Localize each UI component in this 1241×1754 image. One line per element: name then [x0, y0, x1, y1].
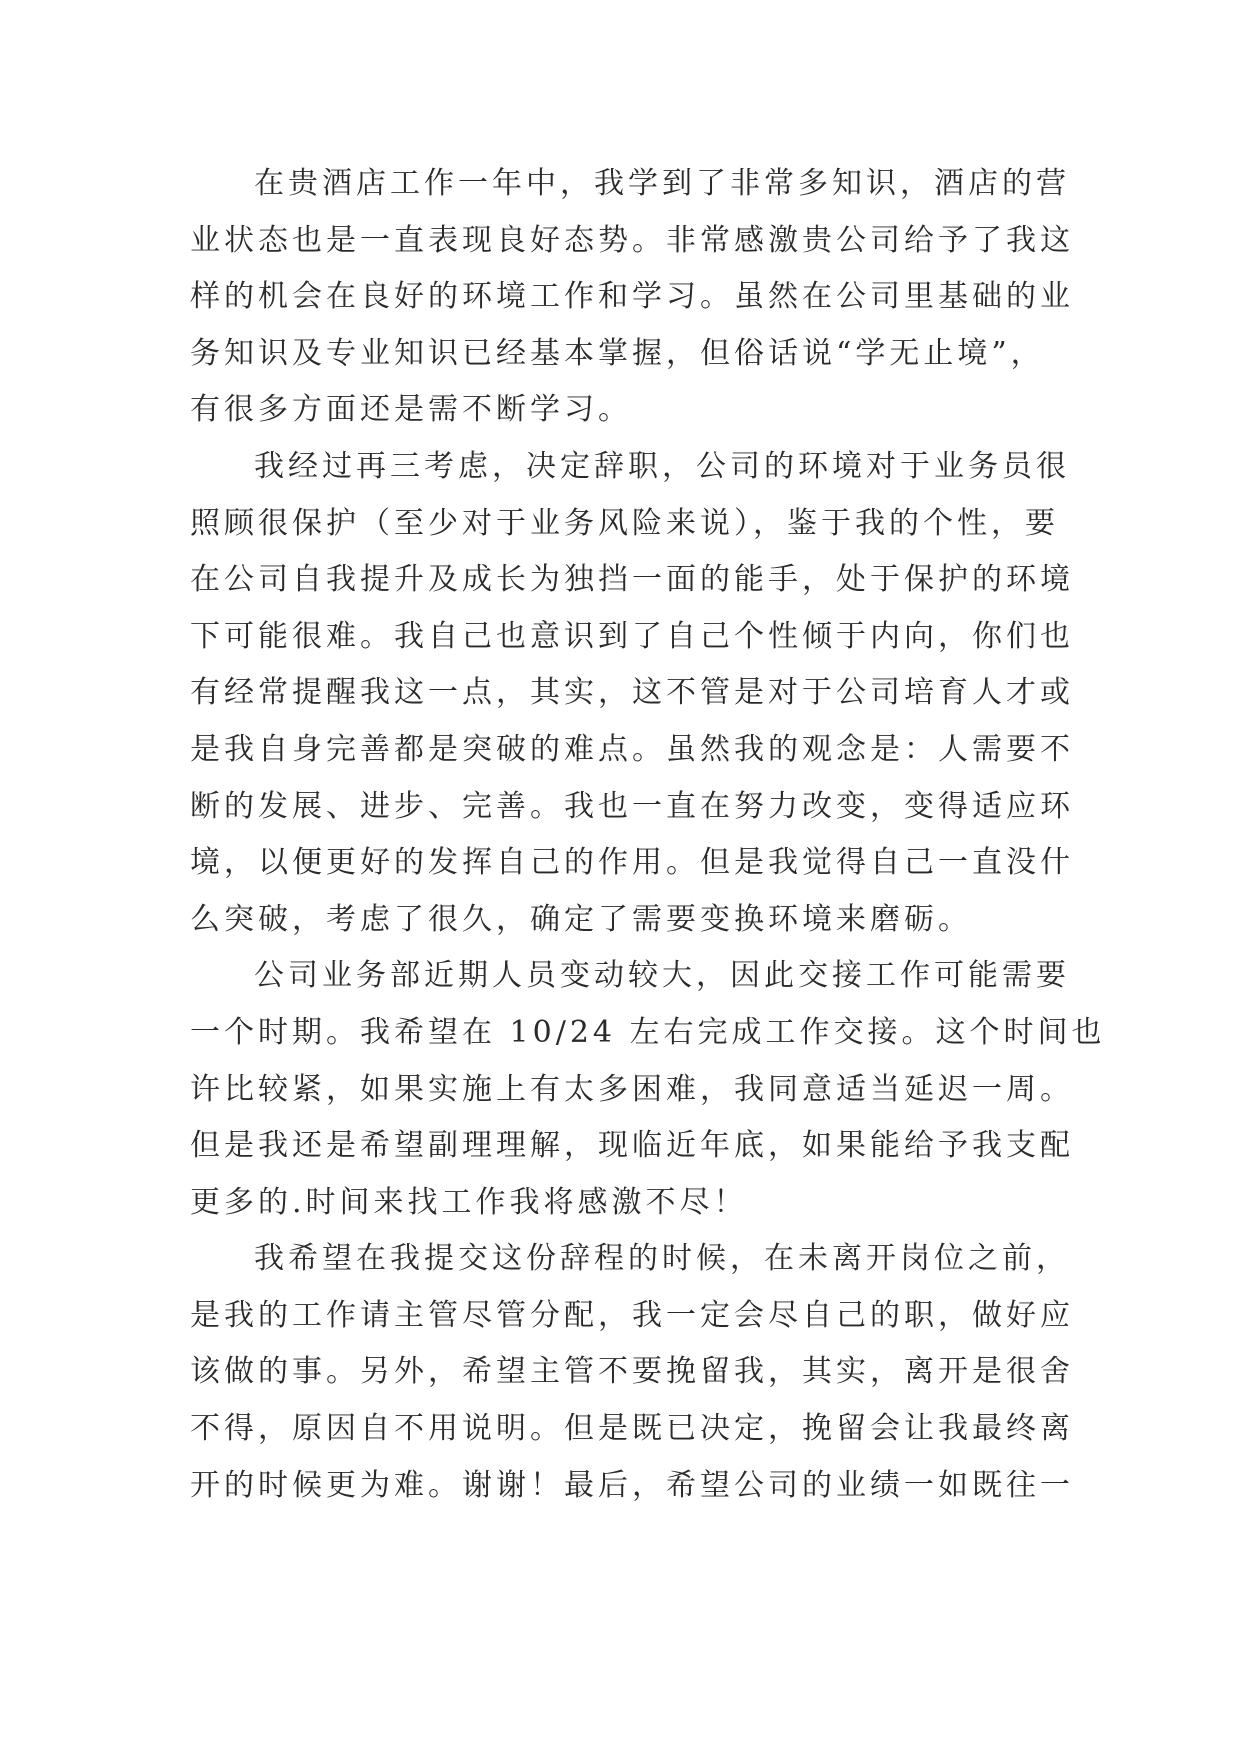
paragraph-first-line: 我经过再三考虑，决定辞职，公司的环境对于业务员很 [254, 448, 1070, 484]
text-line: 么突破，考虑了很久，确定了需要变换环境来磨砺。 [190, 901, 972, 937]
text-line: 有很多方面还是需不断学习。 [190, 392, 632, 428]
text-line: 境，以便更好的发挥自己的作用。但是我觉得自己一直没什 [190, 845, 1074, 881]
text-line: 是我的工作请主管尽管分配，我一定会尽自己的职，做好应 [190, 1297, 1074, 1333]
text-line: 在公司自我提升及成长为独挡一面的能手，处于保护的环境 [190, 562, 1074, 598]
text-line: 更多的.时间来找工作我将感激不尽！ [190, 1184, 748, 1220]
text-line: 该做的事。另外，希望主管不要挽留我，其实，离开是很舍 [190, 1354, 1074, 1390]
text-line: 业状态也是一直表现良好态势。非常感激贵公司给予了我这 [190, 222, 1074, 258]
paragraph-first-line: 在贵酒店工作一年中，我学到了非常多知识，酒店的营 [254, 166, 1070, 201]
text-line: 是我自身完善都是突破的难点。虽然我的观念是：人需要不 [190, 731, 1074, 767]
text-line: 照顾很保护（至少对于业务风险来说），鉴于我的个性，要 [190, 505, 1059, 541]
text-line: 开的时候更为难。谢谢！最后，希望公司的业绩一如既往一 [190, 1467, 1074, 1503]
paragraph-first-line: 我希望在我提交这份辞程的时候，在未离开岗位之前， [254, 1241, 1070, 1277]
text-line: 样的机会在良好的环境工作和学习。虽然在公司里基础的业 [190, 279, 1074, 315]
text-line: 有经常提醒我这一点，其实，这不管是对于公司培育人才或 [190, 675, 1074, 711]
text-line: 但是我还是希望副理理解，现临近年底，如果能给予我支配 [190, 1128, 1074, 1164]
letter-body [190, 156, 1106, 1514]
text-line: 许比较紧，如果实施上有太多困难，我同意适当延迟一周。 [190, 1071, 1074, 1107]
text-line: 下可能很难。我自己也意识到了自己个性倾于内向，你们也 [190, 618, 1074, 654]
text-line: 务知识及专业知识已经基本掌握，但俗话说“学无止境”， [190, 335, 1045, 371]
text-line: 一个时期。我希望在 10/24 左右完成工作交接。这个时间也 [190, 1014, 1106, 1050]
text-line: 不得，原因自不用说明。但是既已决定，挽留会让我最终离 [190, 1411, 1074, 1447]
paragraph-first-line: 公司业务部近期人员变动较大，因此交接工作可能需要 [254, 958, 1070, 994]
text-line: 断的发展、进步、完善。我也一直在努力改变，变得适应环 [190, 788, 1074, 824]
